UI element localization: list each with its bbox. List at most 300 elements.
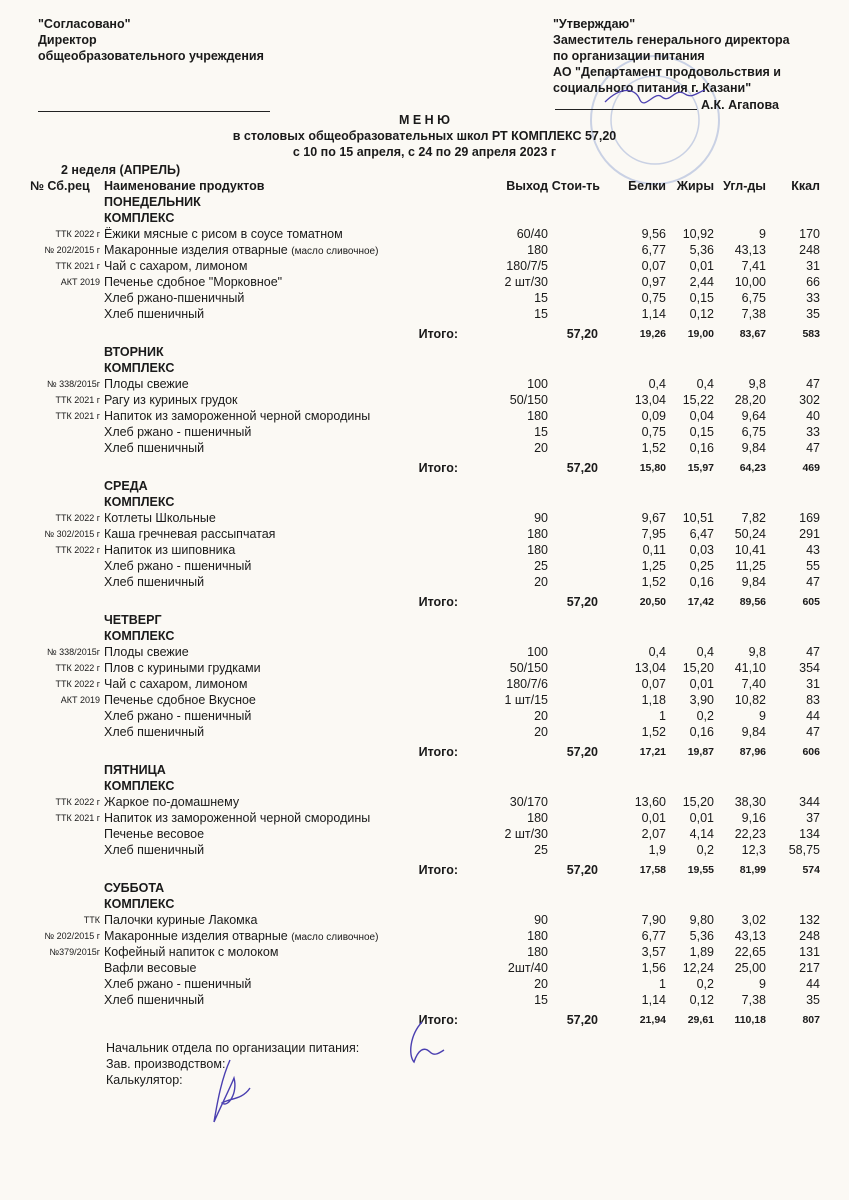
kcal: 58,75: [788, 843, 820, 857]
dish-name-text: Хлеб пшеничный: [104, 725, 205, 739]
kcal: 47: [806, 575, 820, 589]
protein: 1,25: [641, 559, 666, 573]
fat: 1,89: [689, 945, 714, 959]
table-row: [30, 960, 830, 976]
fat: 3,90: [689, 693, 714, 707]
total-row: [30, 744, 830, 760]
carbs: 9: [759, 977, 766, 991]
approved-label: "Утверждаю": [553, 17, 636, 31]
fat: 0,15: [689, 425, 714, 439]
complex-heading: [30, 896, 830, 912]
portion: 180: [527, 945, 548, 959]
fat: 0,15: [689, 291, 714, 305]
fat: 0,04: [689, 409, 714, 423]
dish-name: [104, 960, 196, 976]
fat: 4,14: [689, 827, 714, 841]
portion: 60/40: [516, 227, 548, 241]
dish-name: [104, 306, 204, 322]
carbs: 9,8: [748, 645, 766, 659]
table-row: [30, 306, 830, 322]
fat: 0,16: [689, 441, 714, 455]
column-headers: [30, 178, 830, 194]
kcal: 55: [806, 559, 820, 573]
table-row: [30, 376, 830, 392]
carbs: 9: [759, 227, 766, 241]
total-row: [30, 326, 830, 342]
carbs: 3,02: [741, 913, 766, 927]
portion: 2 шт/30: [504, 827, 548, 841]
portion: 15: [534, 993, 548, 1007]
total-label: Итого:: [418, 1013, 458, 1027]
dish-name-text: Печенье сдобное Вкусное: [104, 693, 256, 707]
dish-name-text: Макаронные изделия отварные: [104, 243, 288, 257]
recipe-code: ТТК 2021 г: [55, 813, 100, 823]
total-cost: 57,20: [566, 595, 598, 609]
col-carbs: Угл-ды: [723, 179, 766, 193]
kcal: 35: [806, 307, 820, 321]
portion: 100: [527, 645, 548, 659]
total-protein: 19,26: [639, 328, 666, 340]
col-fat: Жиры: [676, 179, 714, 193]
day-section: [30, 342, 830, 476]
day-section: [30, 476, 830, 610]
kcal: 44: [806, 709, 820, 723]
dish-name-text: Макаронные изделия отварные: [104, 929, 288, 943]
total-carbs: 64,23: [739, 462, 766, 474]
protein: 1,9: [648, 843, 666, 857]
total-label: Итого:: [418, 327, 458, 341]
carbs: 9,8: [748, 377, 766, 391]
day-name: ЧЕТВЕРГ: [104, 613, 162, 627]
dish-name-text: Хлеб пшеничный: [104, 993, 205, 1007]
dish-name-text: Плоды свежие: [104, 377, 189, 391]
table-row: [30, 542, 830, 558]
complex-heading: [30, 494, 830, 510]
dish-name: [104, 542, 235, 558]
day-name: ПЯТНИЦА: [104, 763, 166, 777]
table-row: [30, 574, 830, 590]
kcal: 47: [806, 441, 820, 455]
fat: 0,03: [689, 543, 714, 557]
portion: 180: [527, 409, 548, 423]
protein: 2,07: [641, 827, 666, 841]
dish-name-text: Хлеб пшеничный: [104, 843, 205, 857]
dish-name-text: Плоды свежие: [104, 645, 189, 659]
total-fat: 19,55: [687, 864, 714, 876]
kcal: 132: [799, 913, 820, 927]
kcal: 217: [799, 961, 820, 975]
portion: 20: [534, 709, 548, 723]
total-carbs: 83,67: [739, 328, 766, 340]
table-row: [30, 708, 830, 724]
table-row: [30, 976, 830, 992]
dish-name-text: Напиток из замороженной черной смородины: [104, 811, 371, 825]
kcal: 40: [806, 409, 820, 423]
recipe-code: ТТК 2022 г: [55, 797, 100, 807]
document-dates: с 10 по 15 апреля, с 24 по 29 апреля 2023 г: [292, 145, 557, 159]
complex-label: КОМПЛЕКС: [104, 361, 175, 375]
portion: 2шт/40: [507, 961, 548, 975]
total-cost: 57,20: [566, 461, 598, 475]
dish-name-text: Котлеты Школьные: [104, 511, 216, 525]
portion: 20: [534, 977, 548, 991]
carbs: 9,64: [741, 409, 766, 423]
portion: 180/7/6: [506, 677, 548, 691]
total-carbs: 87,96: [739, 746, 766, 758]
dish-name: [104, 810, 370, 826]
protein: 9,56: [641, 227, 666, 241]
total-label: Итого:: [418, 745, 458, 759]
total-row: [30, 862, 830, 878]
kcal: 83: [806, 693, 820, 707]
fat: 0,16: [689, 575, 714, 589]
fat: 0,01: [689, 811, 714, 825]
day-heading: [30, 880, 830, 896]
carbs: 28,20: [734, 393, 766, 407]
kcal: 33: [806, 291, 820, 305]
portion: 15: [534, 291, 548, 305]
fat: 0,2: [696, 977, 714, 991]
table-row: [30, 912, 830, 928]
total-fat: 17,42: [687, 596, 714, 608]
portion: 180: [527, 929, 548, 943]
approved-org-1: АО "Департамент продовольствия и: [553, 65, 781, 79]
col-cost: Стои-ть: [551, 179, 600, 193]
dish-name-text: Жаркое по-домашнему: [104, 795, 240, 809]
protein: 7,90: [641, 913, 666, 927]
dish-name: [104, 708, 251, 724]
dish-name-text: Вафли весовые: [104, 961, 197, 975]
dish-name-text: Чай с сахаром, лимоном: [104, 677, 248, 691]
carbs: 10,82: [734, 693, 766, 707]
table-row: [30, 242, 830, 258]
dish-name-text: Хлеб ржано - пшеничный: [104, 559, 252, 573]
recipe-code: АКТ 2019: [60, 277, 100, 287]
complex-label: КОМПЛЕКС: [104, 779, 175, 793]
protein: 9,67: [641, 511, 666, 525]
kcal: 131: [799, 945, 820, 959]
table-row: [30, 944, 830, 960]
dish-name-text: Хлеб ржано - пшеничный: [104, 977, 252, 991]
recipe-code: № 302/2015 г: [44, 529, 100, 539]
carbs: 6,75: [741, 291, 766, 305]
total-label: Итого:: [418, 595, 458, 609]
kcal: 37: [806, 811, 820, 825]
carbs: 43,13: [734, 929, 766, 943]
fat: 5,36: [689, 929, 714, 943]
dish-name: [104, 424, 251, 440]
table-row: [30, 392, 830, 408]
col-out: Выход: [506, 179, 548, 193]
portion: 20: [534, 575, 548, 589]
carbs: 7,41: [741, 259, 766, 273]
kcal: 47: [806, 725, 820, 739]
carbs: 7,38: [741, 307, 766, 321]
portion: 15: [534, 307, 548, 321]
kcal: 47: [806, 377, 820, 391]
kcal: 47: [806, 645, 820, 659]
dish-name-text: Печенье весовое: [104, 827, 205, 841]
dish-name-text: Хлеб пшеничный: [104, 307, 205, 321]
protein: 0,4: [648, 377, 666, 391]
document-subtitle: в столовых общеобразовательных школ РТ КОМПЛЕКС 57,20: [232, 129, 617, 143]
table-row: [30, 724, 830, 740]
total-cost: 57,20: [566, 863, 598, 877]
table-row: [30, 290, 830, 306]
portion: 100: [527, 377, 548, 391]
fat: 0,01: [689, 259, 714, 273]
carbs: 11,25: [735, 559, 766, 573]
protein: 13,04: [634, 661, 666, 675]
dish-name-text: Напиток из замороженной черной смородины: [104, 409, 371, 423]
recipe-code: ТТК: [83, 915, 100, 925]
protein: 0,09: [641, 409, 666, 423]
recipe-code: ТТК 2022 г: [55, 513, 100, 523]
agreed-block: [38, 16, 264, 64]
carbs: 10,00: [734, 275, 766, 289]
complex-heading: [30, 778, 830, 794]
dish-name-text: Каша гречневая рассыпчатая: [104, 527, 276, 541]
table-row: [30, 408, 830, 424]
carbs: 9,84: [741, 441, 766, 455]
kcal: 344: [799, 795, 820, 809]
total-protein: 20,50: [639, 596, 666, 608]
carbs: 7,38: [741, 993, 766, 1007]
day-name: ВТОРНИК: [104, 345, 164, 359]
dish-name-text: Хлеб ржано - пшеничный: [104, 425, 252, 439]
protein: 3,57: [641, 945, 666, 959]
carbs: 10,41: [734, 543, 766, 557]
protein: 0,75: [641, 291, 666, 305]
kcal: 302: [799, 393, 820, 407]
recipe-code: ТТК 2022 г: [55, 679, 100, 689]
fat: 5,36: [689, 243, 714, 257]
recipe-code: ТТК 2021 г: [55, 261, 100, 271]
complex-label: КОМПЛЕКС: [104, 211, 175, 225]
recipe-code: №379/2015г: [49, 947, 100, 957]
approved-position: Заместитель генерального директора: [553, 33, 790, 47]
fat: 0,4: [696, 377, 714, 391]
fat: 0,25: [689, 559, 714, 573]
fat: 15,20: [682, 661, 714, 675]
dish-name: [104, 558, 251, 574]
table-row: [30, 794, 830, 810]
dish-name-text: Хлеб ржано-пшеничный: [104, 291, 245, 305]
total-kcal: 606: [802, 746, 820, 758]
dish-name-text: Чай с сахаром, лимоном: [104, 259, 248, 273]
signer-name: А.К. Агапова: [701, 98, 779, 112]
table-row: [30, 226, 830, 242]
dish-name: [104, 692, 256, 708]
recipe-code: АКТ 2019: [60, 695, 100, 705]
dish-name-text: Ёжики мясные с рисом в соусе томатном: [104, 227, 343, 241]
day-section: [30, 760, 830, 878]
carbs: 6,75: [741, 425, 766, 439]
dish-name-text: Плов с куриными грудками: [104, 661, 261, 675]
complex-heading: [30, 360, 830, 376]
dish-name: [104, 976, 251, 992]
dish-name: [104, 676, 247, 692]
dish-name: [104, 408, 370, 424]
agreed-org: общеобразовательного учреждения: [38, 49, 264, 63]
fat: 0,12: [689, 993, 714, 1007]
table-row: [30, 660, 830, 676]
table-row: [30, 526, 830, 542]
kcal: 33: [806, 425, 820, 439]
total-cost: 57,20: [566, 745, 598, 759]
total-kcal: 583: [802, 328, 820, 340]
protein: 7,95: [641, 527, 666, 541]
protein: 0,07: [641, 677, 666, 691]
total-carbs: 110,18: [734, 1014, 766, 1026]
complex-label: КОМПЛЕКС: [104, 629, 175, 643]
protein: 1,14: [641, 307, 666, 321]
table-row: [30, 424, 830, 440]
recipe-code: № 338/2015г: [47, 647, 100, 657]
protein: 1: [659, 977, 666, 991]
day-name: СУББОТА: [104, 881, 165, 895]
carbs: 12,3: [741, 843, 766, 857]
portion: 30/170: [509, 795, 548, 809]
fat: 0,4: [696, 645, 714, 659]
total-kcal: 574: [802, 864, 820, 876]
protein: 1,18: [641, 693, 666, 707]
dish-name: [104, 992, 204, 1008]
total-protein: 17,21: [639, 746, 666, 758]
fat: 10,51: [682, 511, 714, 525]
total-fat: 19,00: [687, 328, 714, 340]
total-protein: 21,94: [639, 1014, 666, 1026]
dish-name: [104, 258, 247, 274]
total-cost: 57,20: [566, 1013, 598, 1027]
recipe-code: ТТК 2021 г: [55, 395, 100, 405]
carbs: 43,13: [734, 243, 766, 257]
carbs: 9: [759, 709, 766, 723]
protein: 13,04: [634, 393, 666, 407]
total-row: [30, 460, 830, 476]
fat: 2,44: [689, 275, 714, 289]
footer-calculator: Калькулятор:: [106, 1073, 183, 1087]
total-cost: 57,20: [566, 327, 598, 341]
protein: 1,52: [641, 725, 666, 739]
total-carbs: 89,56: [739, 596, 766, 608]
recipe-code: ТТК 2021 г: [55, 411, 100, 421]
kcal: 134: [799, 827, 820, 841]
agreed-label: "Согласовано": [38, 17, 131, 31]
protein: 6,77: [641, 929, 666, 943]
total-kcal: 605: [802, 596, 820, 608]
carbs: 9,16: [741, 811, 766, 825]
table-row: [30, 928, 830, 944]
kcal: 248: [799, 243, 820, 257]
complex-heading: [30, 628, 830, 644]
table-row: [30, 676, 830, 692]
footer-head: Начальник отдела по организации питания:: [106, 1041, 360, 1055]
dish-name: [104, 842, 204, 858]
col-name: Наименование продуктов: [104, 179, 265, 193]
head-signature: [400, 1020, 450, 1070]
footer-production: Зав. производством:: [106, 1057, 226, 1071]
kcal: 44: [806, 977, 820, 991]
carbs: 9,84: [741, 725, 766, 739]
dish-name: [104, 392, 238, 408]
protein: 13,60: [634, 795, 666, 809]
dish-name-text: Палочки куриные Лакомка: [104, 913, 258, 927]
portion: 25: [534, 559, 548, 573]
table-row: [30, 510, 830, 526]
table-row: [30, 644, 830, 660]
table-row: [30, 992, 830, 1008]
complex-label: КОМПЛЕКС: [104, 495, 175, 509]
carbs: 22,65: [734, 945, 766, 959]
kcal: 35: [806, 993, 820, 1007]
document-title: М Е Н Ю: [398, 113, 451, 127]
col-protein: Белки: [628, 179, 666, 193]
portion: 90: [534, 511, 548, 525]
table-row: [30, 440, 830, 456]
recipe-code: № 202/2015 г: [44, 245, 100, 255]
kcal: 248: [799, 929, 820, 943]
protein: 0,4: [648, 645, 666, 659]
kcal: 354: [799, 661, 820, 675]
dish-name: [104, 274, 282, 290]
portion: 50/150: [509, 661, 548, 675]
recipe-code: ТТК 2022 г: [55, 663, 100, 673]
fat: 0,12: [689, 307, 714, 321]
col-kcal: Ккал: [791, 179, 820, 193]
table-row: [30, 842, 830, 858]
kcal: 169: [799, 511, 820, 525]
total-protein: 15,80: [639, 462, 666, 474]
portion: 90: [534, 913, 548, 927]
approved-dept: по организации питания: [553, 49, 705, 63]
dish-name: [104, 912, 257, 928]
dish-name-text: Рагу из куриных грудок: [104, 393, 238, 407]
day-heading: [30, 478, 830, 494]
fat: 0,2: [696, 843, 714, 857]
day-heading: [30, 612, 830, 628]
portion: 25: [534, 843, 548, 857]
dish-name: [104, 376, 189, 392]
carbs: 25,00: [734, 961, 766, 975]
dish-name-text: Хлеб пшеничный: [104, 575, 205, 589]
carbs: 38,30: [734, 795, 766, 809]
total-fat: 19,87: [687, 746, 714, 758]
dish-name-text: Кофейный напиток с молоком: [104, 945, 279, 959]
dish-name: [104, 574, 204, 590]
day-section: [30, 878, 830, 1028]
table-row: [30, 258, 830, 274]
recipe-code: ТТК 2022 г: [55, 229, 100, 239]
total-carbs: 81,99: [739, 864, 766, 876]
carbs: 9,84: [741, 575, 766, 589]
total-fat: 15,97: [687, 462, 714, 474]
day-heading: [30, 194, 830, 210]
dish-note: (масло сливочное): [291, 246, 379, 257]
fat: 0,01: [689, 677, 714, 691]
agreed-position: Директор: [38, 33, 97, 47]
portion: 180/7/5: [506, 259, 548, 273]
protein: 0,07: [641, 259, 666, 273]
table-row: [30, 274, 830, 290]
dish-name-text: Хлеб ржано - пшеничный: [104, 709, 252, 723]
fat: 0,2: [696, 709, 714, 723]
fat: 0,16: [689, 725, 714, 739]
portion: 15: [534, 425, 548, 439]
fat: 12,24: [682, 961, 714, 975]
calculator-signature: [200, 1058, 260, 1128]
portion: 180: [527, 527, 548, 541]
